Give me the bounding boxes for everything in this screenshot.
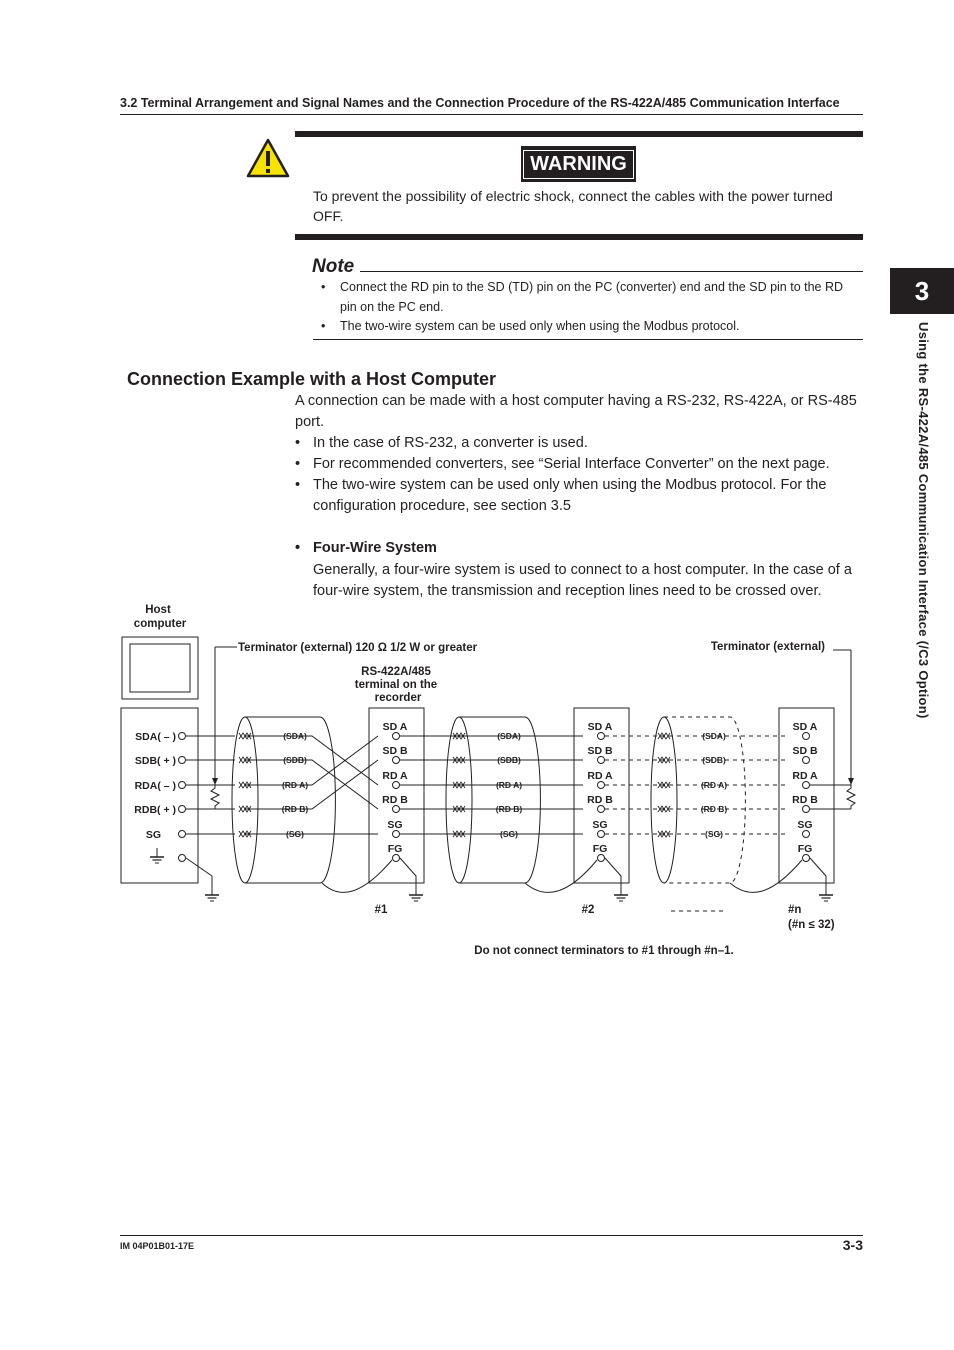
cable-label: (RD A) [700,780,728,790]
cable-label: (SDB) [283,755,307,765]
chapter-side-title: Using the RS-422A/485 Communication Interface (/C3 Option) [916,322,931,719]
recorder-label-3: recorder [374,692,422,704]
host-label-2: computer [133,618,187,630]
host-pin-label: SG [145,829,161,841]
note-item: • Connect the RD pin to the SD (TD) pin on the PC (converter) end and the SD pin to the RD pin on the PC end. [313,278,863,317]
section-intro: A connection can be made with a host computer having a RS-232, RS-422A, or RS-485 port. [295,393,857,430]
cable-label: (SDA) [702,731,726,741]
pin-label: SG [387,819,403,831]
pin-label: SG [797,819,813,831]
cable-label: (SG) [500,829,518,839]
pin-label: SD A [792,721,818,733]
pin-label: RD B [587,794,613,806]
pin-label: RD B [382,794,408,806]
cable-label: (SDB) [497,755,521,765]
cable-label: (RD B) [495,804,523,814]
cable-label: (RD A) [495,780,523,790]
host-pin-label: SDA( – ) [135,731,176,743]
pin-label: RD A [382,770,408,782]
pin-label: RD A [792,770,818,782]
warning-label: WARNING [521,146,636,182]
pin-label: FG [387,843,403,855]
cable-label: (SDA) [497,731,521,741]
pin-label: SD B [792,745,818,757]
cable-label: (SG) [705,829,723,839]
note-item: • The two-wire system can be used only when using the Modbus protocol. [313,317,863,337]
pin-label: SG [592,819,608,831]
host-pin-label: SDB( + ) [134,755,176,767]
doc-id: IM 04P01B01-17E [120,1241,195,1251]
cable-label: (RD B) [281,804,309,814]
cable-label: (RD B) [700,804,728,814]
cable-label: (SDA) [283,731,307,741]
footer-rule [120,1235,863,1236]
terminator-note: Do not connect terminators to #1 through #n–1. [474,945,734,957]
host-monitor [122,637,198,699]
section-heading: Connection Example with a Host Computer [127,369,497,389]
subsection-text: Generally, a four-wire system is used to connect to a host computer. In the case of a four-wire system, the transmission and reception lines need to be crossed over. [313,562,852,599]
unit-1-label: #1 [374,904,388,916]
recorder-label-2: terminal on the [354,679,438,691]
pin-label: RD B [792,794,818,806]
unit-2-label: #2 [581,904,595,916]
pin-label: SD A [587,721,613,733]
warning-text: To prevent the possibility of electric shock, connect the cables with the power turned OFF. [313,188,833,224]
terminator-left-label: Terminator (external) 120 Ω 1/2 W or greater [238,642,478,654]
host-screen [130,644,190,692]
host-pin-label: RDA( – ) [134,780,176,792]
page-number: 3-3 [842,1237,863,1253]
pin-label: RD A [587,770,613,782]
pin-label: FG [797,843,813,855]
chapter-tab: 3 [890,268,954,314]
pin-label: SD A [382,721,408,733]
unit-n-limit: (#n ≤ 32) [788,919,835,931]
list-item: • In the case of RS-232, a converter is used. [295,433,863,454]
cable-label: (RD A) [281,780,309,790]
pin-label: SD B [587,745,613,757]
recorder-label-1: RS-422A/485 [361,666,431,678]
list-item: • The two-wire system can be used only when using the Modbus protocol. For the configuration procedure, see section 3.5 [295,475,863,517]
host-pin-label: RDB( + ) [134,804,176,816]
cable-label: (SDB) [702,755,726,765]
list-item: • For recommended converters, see “Serial Interface Converter” on the next page. [295,454,863,475]
note-title: Note [312,256,355,277]
section-header-title: 3.2 Terminal Arrangement and Signal Names and the Connection Procedure of the RS-422A/485 Communication Interface [120,96,840,110]
host-label-1: Host [145,604,171,616]
cable-label: (SG) [286,829,304,839]
unit-n-label: #n [788,904,802,916]
pin-label: FG [592,843,608,855]
pin-label: SD B [382,745,408,757]
subsection-heading: • Four-Wire System [295,540,437,556]
terminator-right-label: Terminator (external) [710,641,825,653]
